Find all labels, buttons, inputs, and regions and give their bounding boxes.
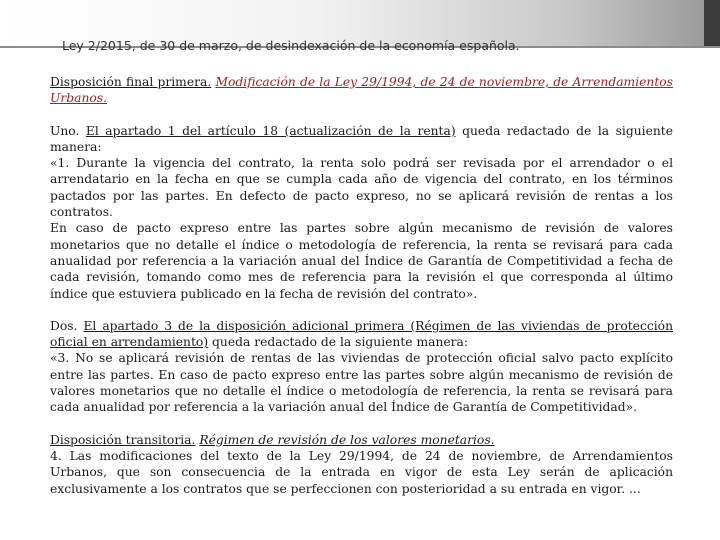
section-heading <box>50 74 673 107</box>
slide-body <box>50 74 673 497</box>
dos-intro <box>50 318 673 351</box>
dos-prefix: Dos. <box>50 318 78 333</box>
uno-rest: queda redactado de la siguiente manera: <box>50 123 673 154</box>
uno-prefix: Uno. <box>50 123 80 138</box>
transitoria-title: Régimen de revisión de los valores monetarios. <box>199 432 495 447</box>
uno-intro <box>50 123 673 156</box>
uno-paragraph-2: En caso de pacto expreso entre las partes sobre algún mecanismo de revisión de valores monetarios que no detalle el índice o metodología de referencia, la renta se revisará para cada anualidad por referencia a la variación anual del Índice de Garantía de Competitividad a fecha de cada revisión, tomando como mes de referencia para la revisión el que corresponda al último índice que estuviera publicado en la fecha de revisión del contrato». <box>50 221 673 301</box>
dos-rest: queda redactado de la siguiente manera: <box>212 335 468 350</box>
dos-paragraph-1: «3. No se aplicará revisión de rentas de las viviendas de protección oficial salvo pacto explícito entre las partes. En caso de pacto expreso entre las partes sobre algún mecanismo de revisión de valores monetarios que no detalle el índice o metodología de referencia, la renta se revisará para cada anualidad por referencia a la variación anual del Índice de Garantía de Competitividad». <box>50 351 673 415</box>
transitoria-heading <box>50 432 673 448</box>
uno-paragraph-1: «1. Durante la vigencia del contrato, la renta solo podrá ser revisada por el arrendador o el arrendatario en la fecha en que se cumpla cada año de vigencia del contrato, en los términos pactados por las partes. En defecto de pacto expreso, no se aplicará revisión de rentas a los contratos. <box>50 156 673 220</box>
uno-reference: El apartado 1 del artículo 18 (actualización de la renta) <box>85 123 456 138</box>
transitoria-label: Disposición transitoria. <box>50 432 196 447</box>
slide-title: Ley 2/2015, de 30 de marzo, de desindexación de la economía española. <box>62 38 520 53</box>
section-label: Disposición final primera. <box>50 75 212 89</box>
transitoria-paragraph: 4. Las modificaciones del texto de la Ley 29/1994, de 24 de noviembre, de Arrendamientos Urbanos, que son consecuencia de la entrada en vigor de esta Ley serán de aplicación exclusivamente a los contratos que se perfeccionen con posterioridad a su entrada en vigor. ... <box>50 448 673 496</box>
section-title: Modificación de la Ley 29/1994, de 24 de noviembre, de Arrendamientos Urbanos. <box>50 75 673 106</box>
dos-reference: El apartado 3 de la disposición adicional primera (Régimen de las viviendas de protección oficial en arrendamiento) <box>50 318 673 350</box>
header-dark-block <box>704 0 720 48</box>
